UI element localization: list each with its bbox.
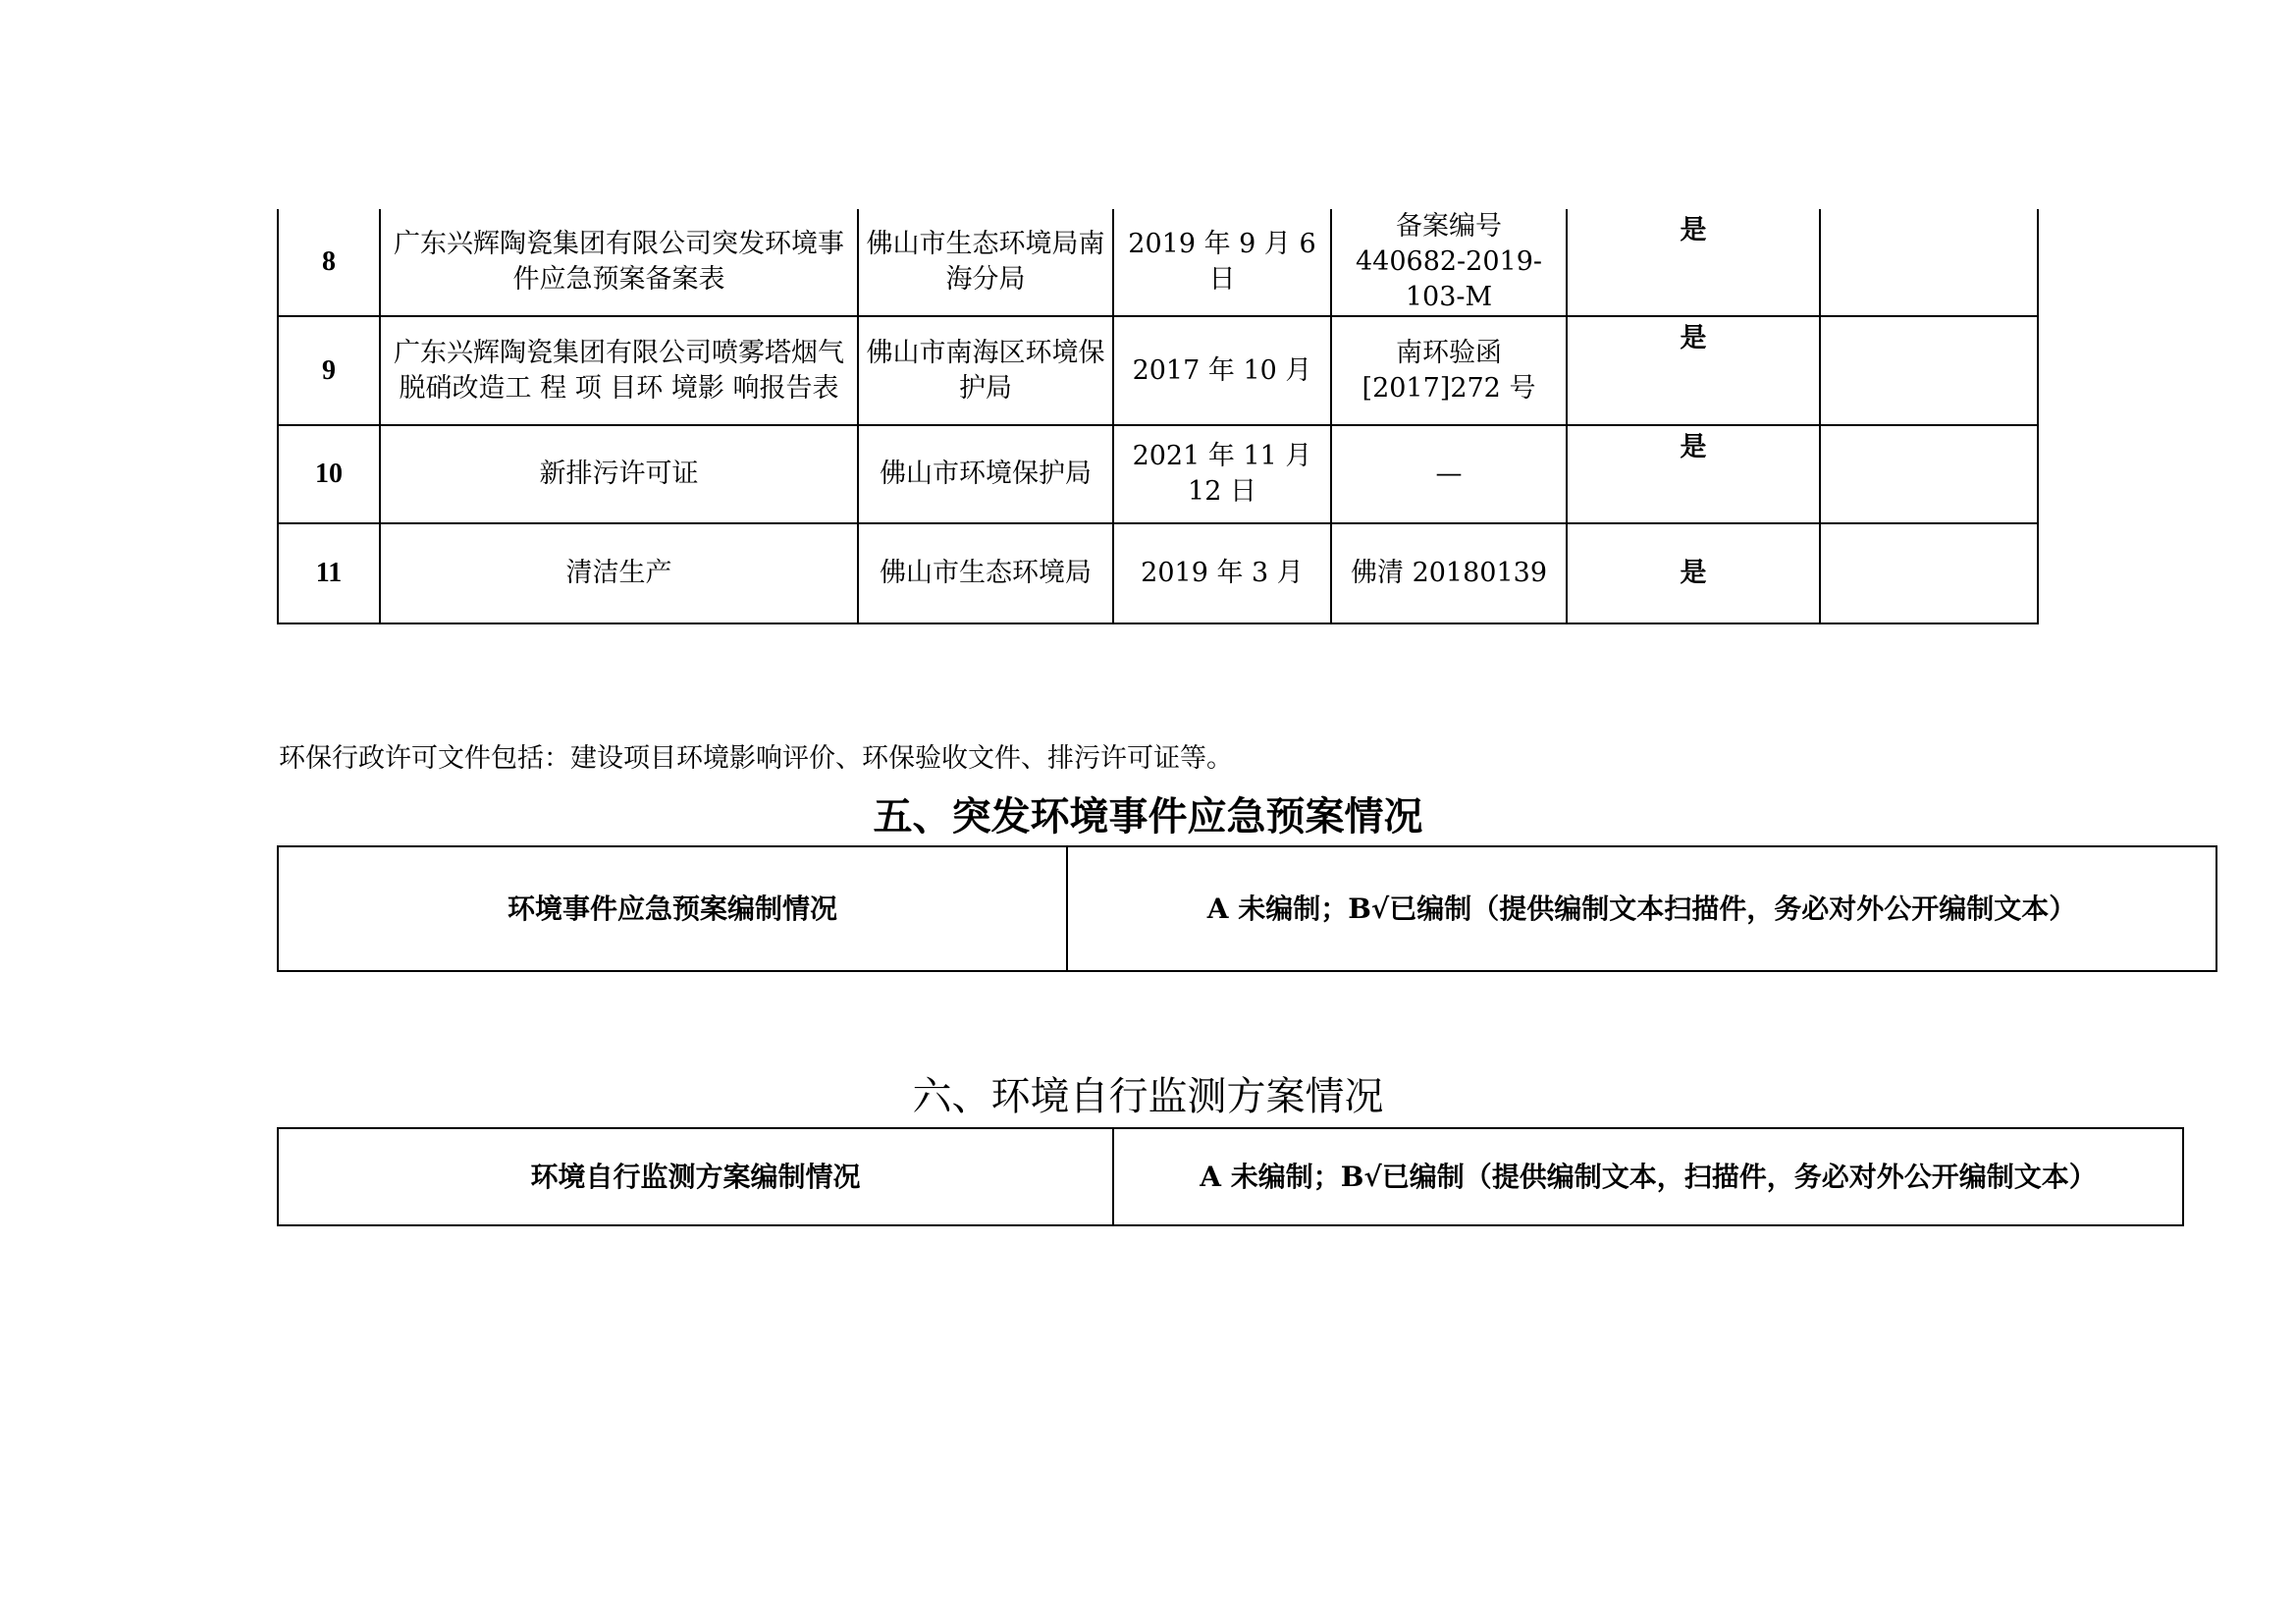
row-number: 10: [278, 425, 380, 523]
compliance-status: 是: [1567, 425, 1820, 523]
row-number: 9: [278, 316, 380, 425]
document-number: 佛清 20180139: [1331, 523, 1567, 623]
emergency-plan-value: A 未编制；B√已编制（提供编制文本扫描件，务必对外公开编制文本）: [1067, 846, 2216, 971]
table-row: [278, 846, 2216, 971]
document-name: 清洁生产: [380, 523, 858, 623]
emergency-plan-table: [277, 845, 2217, 972]
monitoring-plan-label: 环境自行监测方案编制情况: [278, 1128, 1113, 1225]
compliance-status: 是: [1567, 316, 1820, 425]
issuing-authority: 佛山市南海区环境保护局: [858, 316, 1113, 425]
document-name: 广东兴辉陶瓷集团有限公司喷雾塔烟气脱硝改造工 程 项 目环 境影 响报告表: [380, 316, 858, 425]
table-row: [278, 523, 2038, 623]
document-number: 南环验函 [2017]272 号: [1331, 316, 1567, 425]
issue-date: 2017 年 10 月: [1113, 316, 1331, 425]
document-number: 备案编号 440682-2019-103-M: [1331, 209, 1567, 316]
row-number: 11: [278, 523, 380, 623]
remark-cell: [1820, 209, 2038, 316]
remark-cell: [1820, 523, 2038, 623]
issuing-authority: 佛山市生态环境局: [858, 523, 1113, 623]
remark-cell: [1820, 316, 2038, 425]
remark-cell: [1820, 425, 2038, 523]
issuing-authority: 佛山市环境保护局: [858, 425, 1113, 523]
permit-note: 环保行政许可文件包括：建设项目环境影响评价、环保验收文件、排污许可证等。: [279, 743, 1233, 774]
compliance-status: 是: [1567, 523, 1820, 623]
issuing-authority: 佛山市生态环境局南海分局: [858, 209, 1113, 316]
row-number: 8: [278, 209, 380, 316]
table-row: [278, 316, 2038, 425]
table-row: [278, 1128, 2183, 1225]
monitoring-plan-value: A 未编制；B√已编制（提供编制文本，扫描件，务必对外公开编制文本）: [1113, 1128, 2183, 1225]
section5-title: 五、突发环境事件应急预案情况: [873, 793, 1423, 839]
table-row: [278, 209, 2038, 316]
permits-table: [277, 209, 2039, 624]
document-name: 广东兴辉陶瓷集团有限公司突发环境事件应急预案备案表: [380, 209, 858, 316]
emergency-plan-label: 环境事件应急预案编制情况: [278, 846, 1067, 971]
compliance-status: 是: [1567, 209, 1820, 316]
monitoring-plan-table: [277, 1127, 2184, 1226]
document-number: —: [1331, 425, 1567, 523]
issue-date: 2019 年 3 月: [1113, 523, 1331, 623]
section6-title: 六、环境自行监测方案情况: [912, 1074, 1384, 1119]
issue-date: 2019 年 9 月 6 日: [1113, 209, 1331, 316]
table-row: [278, 425, 2038, 523]
issue-date: 2021 年 11 月 12 日: [1113, 425, 1331, 523]
document-name: 新排污许可证: [380, 425, 858, 523]
